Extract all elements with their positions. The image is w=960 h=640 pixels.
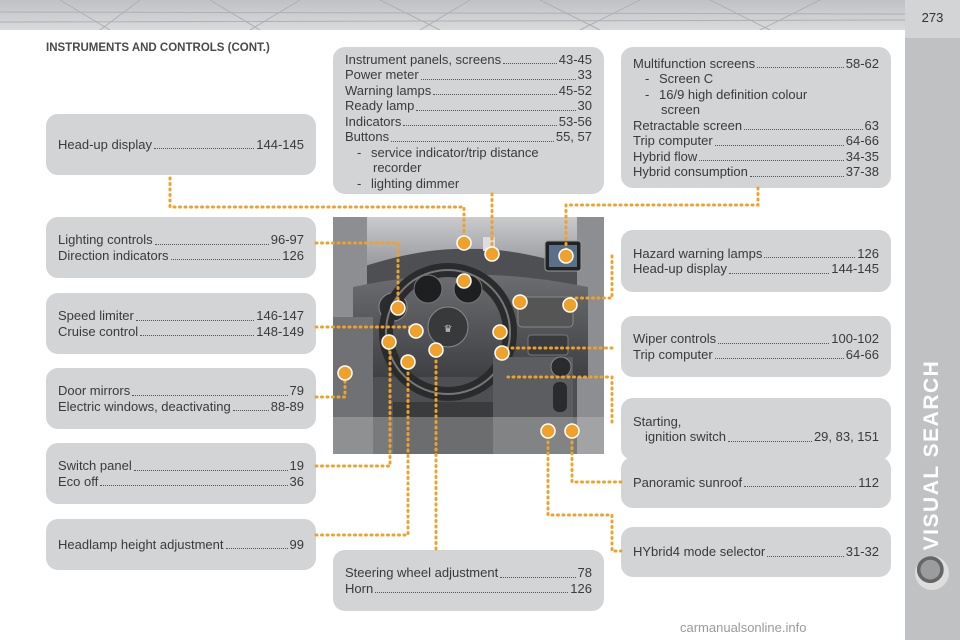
entry-row: Panoramic sunroof 112 [633, 474, 879, 490]
section-title: VISUAL SEARCH [920, 359, 943, 551]
sub-entry-cont: screen [661, 102, 701, 117]
entry-row: Instrument panels, screens 43-45 [345, 51, 592, 67]
box-instrument-panels [333, 47, 604, 194]
entry-row: Steering wheel adjustment 78 [345, 565, 592, 580]
entry-row: Power meter 33 [345, 67, 592, 83]
sub-entry-cont: recorder [373, 160, 422, 176]
dashboard-illustration [333, 217, 604, 454]
sub-entry: - lighting dimmer [357, 175, 460, 191]
entry-row: Multifunction screens 58-62 [633, 55, 879, 71]
entry-row: Indicators 53-56 [345, 113, 592, 129]
box-head-up-display [46, 114, 316, 175]
entry-row: Lighting controls 96-97 [58, 232, 304, 247]
sub-entry: - Screen C [645, 71, 714, 86]
sub-entry: - 16/9 high definition colour [645, 86, 808, 102]
box-switch-panel [46, 443, 316, 504]
entry-row: Horn 126 [345, 580, 592, 596]
magnifier-icon [915, 556, 949, 590]
box-hybrid4-selector [621, 527, 891, 577]
header-texture [0, 0, 905, 30]
box-speed-limiter [46, 293, 316, 354]
entry-row: Eco off 36 [58, 473, 304, 489]
entry-row: Headlamp height adjustment 99 [58, 536, 304, 552]
entry-line: Starting, [633, 413, 682, 429]
box-steering-wheel [333, 550, 604, 611]
entry-row: Head-up display 144-145 [633, 261, 879, 276]
entry-row: Electric windows, deactivating 88-89 [58, 398, 304, 414]
entry-row: Direction indicators 126 [58, 247, 304, 263]
entry-row: Trip computer 64-66 [633, 133, 879, 148]
entry-row: Hybrid consumption 37-38 [633, 164, 879, 179]
entry-row: Trip computer 64-66 [633, 346, 879, 362]
entry-row: Switch panel 19 [58, 458, 304, 473]
entry-row: Hazard warning lamps 126 [633, 245, 879, 261]
box-multifunction-screens [621, 47, 891, 188]
box-starting [621, 398, 891, 460]
sub-entry: - service indicator/trip distance [357, 144, 539, 160]
entry-row: HYbrid4 mode selector 31-32 [633, 544, 879, 560]
dashboard-photo [333, 217, 604, 454]
box-hazard-warning [621, 230, 891, 292]
entry-row: Retractable screen 63 [633, 117, 879, 133]
page-number: 273 [921, 10, 944, 25]
box-lighting-controls [46, 217, 316, 278]
entry-row: ignition switch 29, 83, 151 [645, 429, 879, 444]
entry-row: Door mirrors 79 [58, 383, 304, 398]
box-headlamp-height [46, 519, 316, 570]
header-band [0, 0, 905, 30]
box-door-mirrors [46, 368, 316, 429]
entry-row: Hybrid flow 34-35 [633, 148, 879, 164]
entry-row: Cruise control 148-149 [58, 323, 304, 339]
box-wiper-controls [621, 316, 891, 377]
page-heading: INSTRUMENTS AND CONTROLS (CONT.) [46, 42, 270, 54]
entry-row: Speed limiter 146-147 [58, 308, 304, 323]
entry-row: Wiper controls 100-102 [633, 331, 879, 346]
box-panoramic-sunroof [621, 457, 891, 508]
watermark: carmanualsonline.info [680, 620, 807, 635]
entry-row: Warning lamps 45-52 [345, 82, 592, 98]
entry-row: Ready lamp 30 [345, 98, 592, 114]
svg-text:♛: ♛ [443, 324, 453, 335]
entry-row: Head-up display 144-145 [58, 136, 304, 152]
entry-row: Buttons 55, 57 [345, 129, 592, 145]
